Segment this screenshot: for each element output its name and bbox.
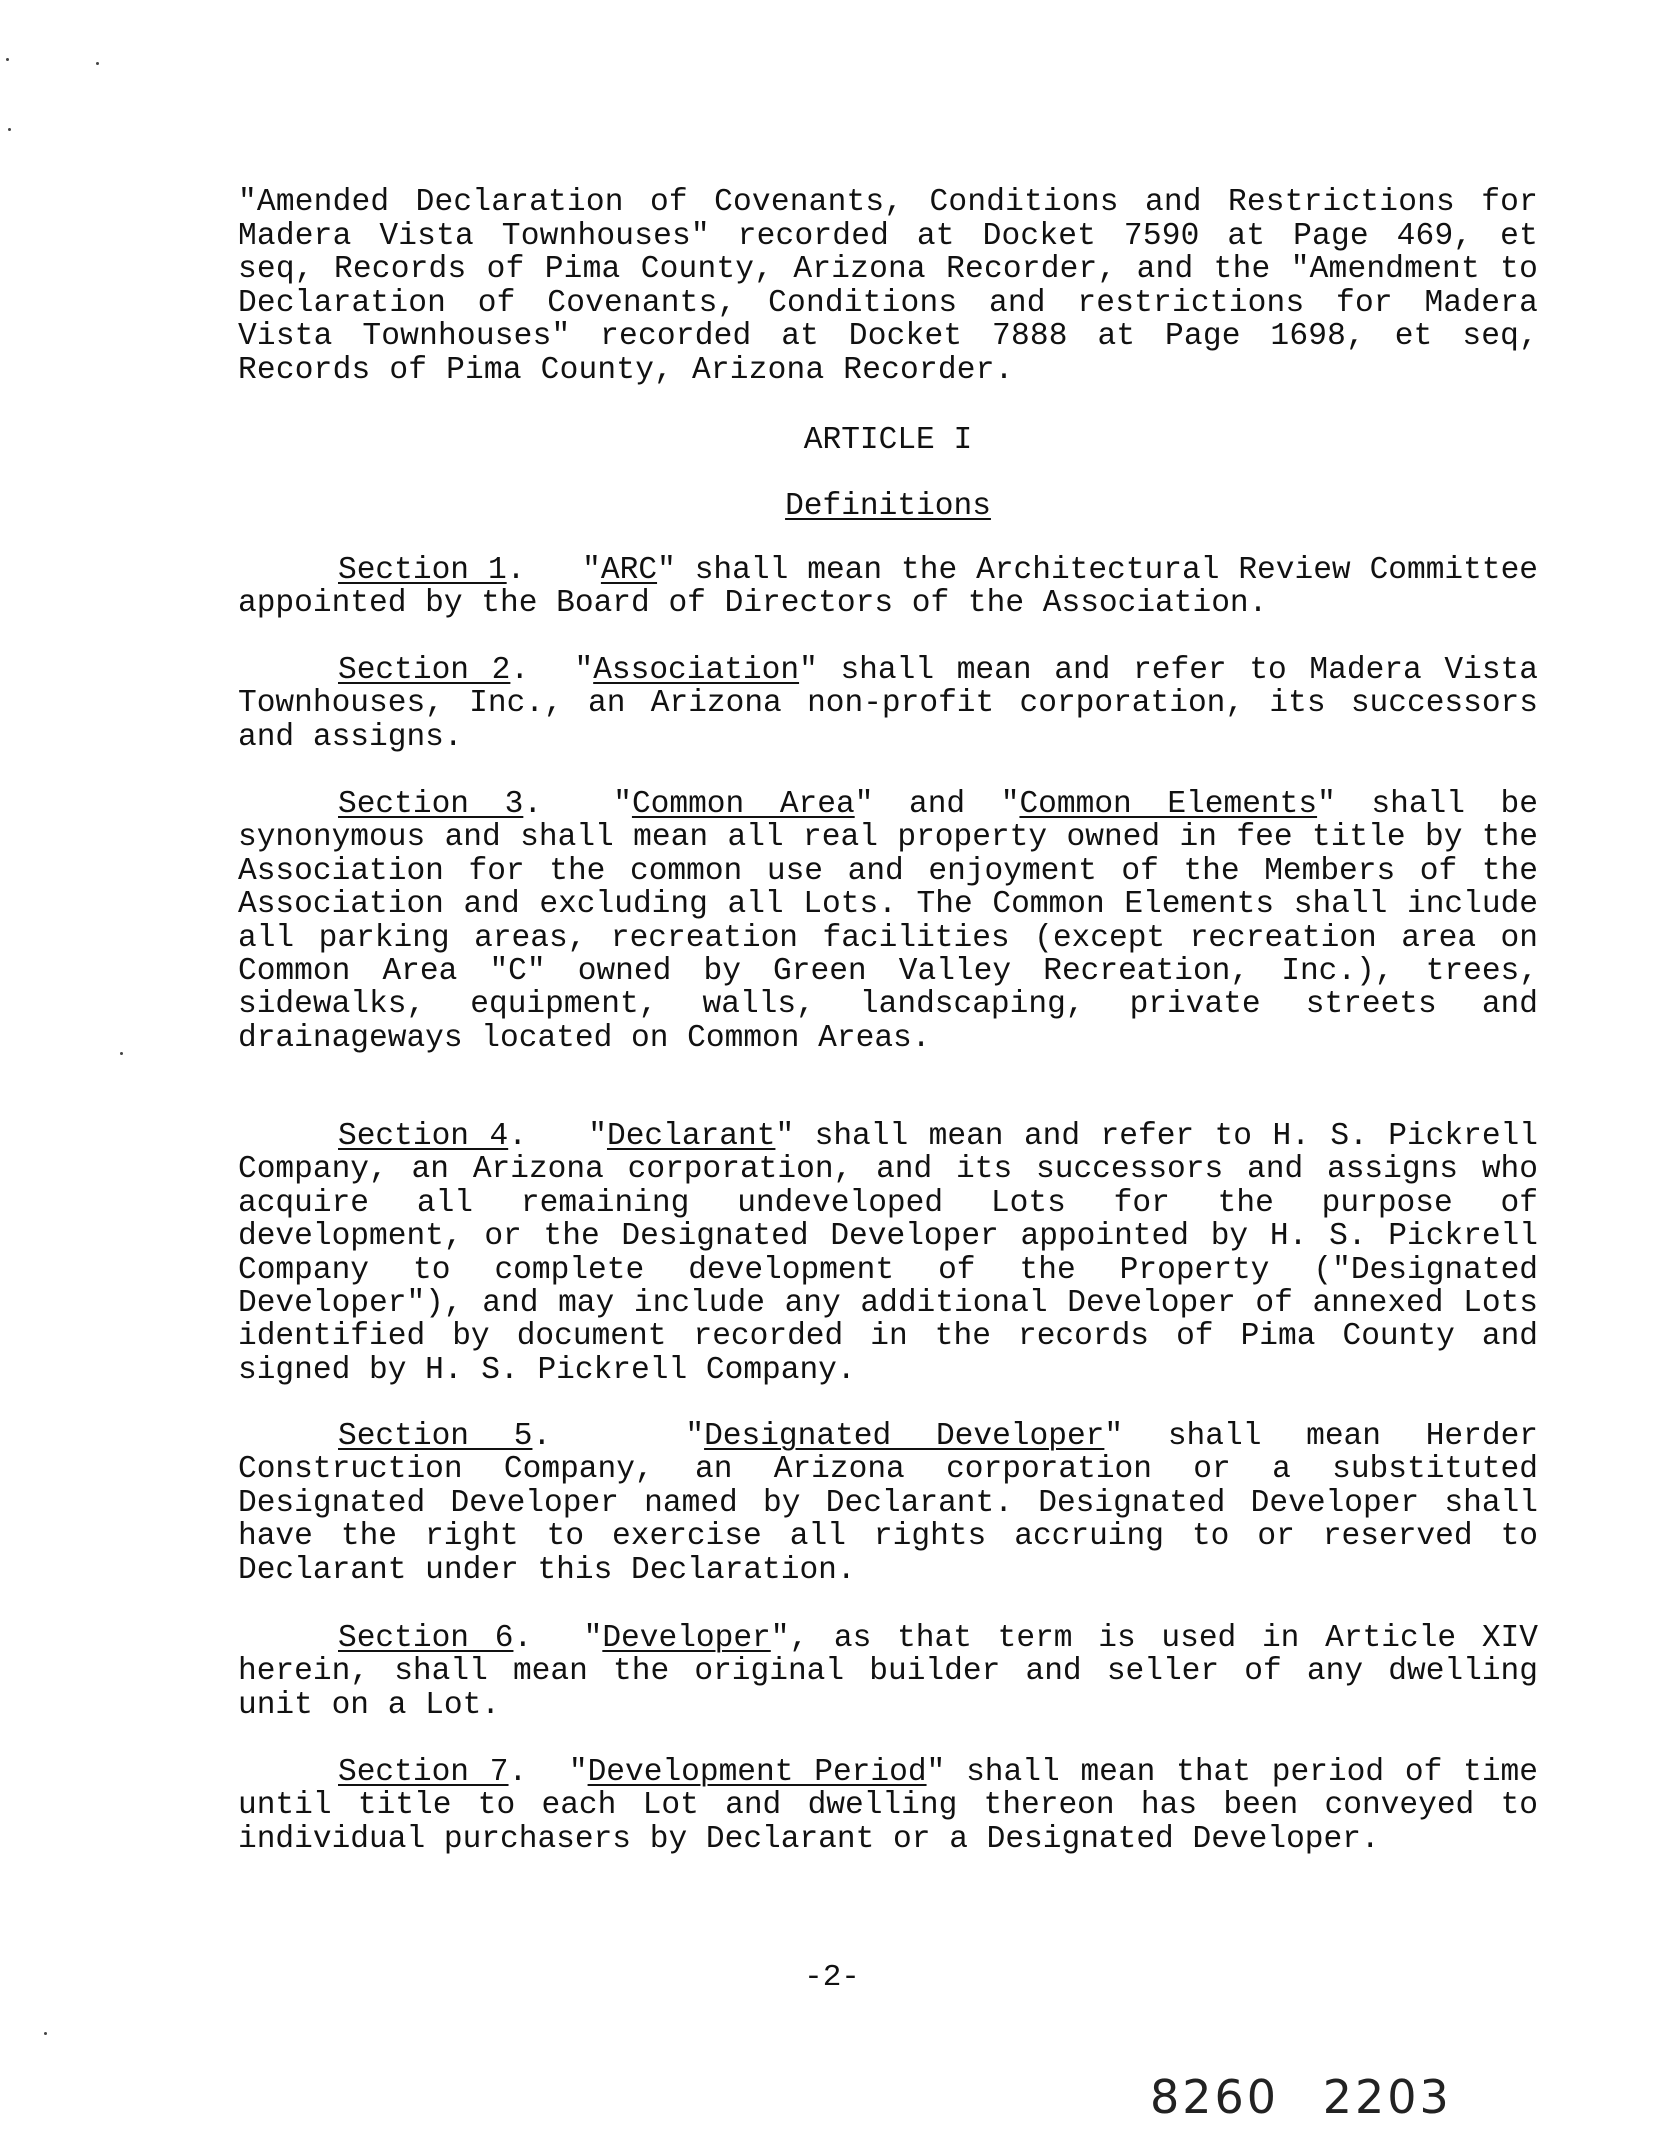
defined-term: Designated Developer xyxy=(704,1419,1105,1454)
section-6: Section 6. "Developer", as that term is used in Article XIV herein, shall mean the original builder and seller of any dwelling unit on a Lot. xyxy=(238,1621,1538,1723)
section-label: Section 6 xyxy=(338,1621,514,1656)
intro-paragraph: "Amended Declaration of Covenants, Conditions and Restrictions for Madera Vista Townhouses" recorded at Docket 7590 at Page 469, et seq, Records of Pima County, Arizona Recorder, and the "Amendment to Declaration of Covenants, Conditions and restrictions for Madera Vista Townhouses" recorded at Docket 7888 at Page 1698, et seq, Records of Pima County, Arizona Recorder. xyxy=(238,185,1538,388)
section-label: Section 4 xyxy=(338,1119,509,1154)
section-label: Section 5 xyxy=(338,1419,533,1454)
docket-number: 8260 xyxy=(1150,2070,1280,2124)
defined-term: Declarant xyxy=(606,1119,776,1154)
section-5: Section 5. "Designated Developer" shall mean Herder Construction Company, an Arizona corporation or a substituted Designated Developer named by Declarant. Designated Developer shall have the right to exercise all rights accruing to or reserved to Declarant under this Declaration. xyxy=(238,1419,1539,1588)
scan-speck xyxy=(8,128,11,131)
section-label: Section 2 xyxy=(338,653,511,688)
defined-term: ARC xyxy=(600,553,658,588)
recording-stamp xyxy=(1150,2070,1452,2124)
section-text: shall mean Herder Construction Company, an Arizona corporation or a substituted Designated Developer named by Declarant. Designated Developer shall have the right to exercise all rights accruing to or reserved to Declarant under this Declaration. xyxy=(238,1419,1539,1588)
defined-term: Developer xyxy=(602,1621,771,1656)
section-label: Section 7 xyxy=(338,1755,509,1790)
section-text: shall be synonymous and shall mean all real property owned in fee title by the Association for the common use and enjoyment of the Members of the Association and excluding all Lots. The Common Elements shall include all parking areas, recreation facilities (except recreation area on Common Area "C" owned by Green Valley Recreation, Inc.), trees, sidewalks, equipment, walls, landscaping, private streets and drainageways located on Common Areas. xyxy=(238,787,1538,1056)
section-4: Section 4. "Declarant" shall mean and refer to H. S. Pickrell Company, an Arizona corporation, and its successors and assigns who acquire all remaining undeveloped Lots for the purpose of development, or the Designated Developer appointed by H. S. Pickrell Company to complete development of the Property ("Designated Developer"), and may include any additional Developer of annexed Lots identified by document recorded in the records of Pima County and signed by H. S. Pickrell Company. xyxy=(238,1119,1538,1388)
section-text: shall mean and refer to Madera Vista Townhouses, Inc., an Arizona non-profit corporation, its successors and assigns. xyxy=(238,653,1538,755)
section-3: Section 3. "Common Area" and "Common Elements" shall be synonymous and shall mean all real property owned in fee title by the Association for the common use and enjoyment of the Members of the Association and excluding all Lots. The Common Elements shall include all parking areas, recreation facilities (except recreation area on Common Area "C" owned by Green Valley Recreation, Inc.), trees, sidewalks, equipment, walls, landscaping, private streets and drainageways located on Common Areas. xyxy=(238,787,1538,1056)
article-subheading xyxy=(238,490,1538,524)
term-connector: and xyxy=(909,787,966,822)
section-text: shall mean the Architectural Review Committee appointed by the Board of Directors of the Association. xyxy=(238,553,1539,622)
section-label: Section 3 xyxy=(338,787,524,822)
scan-speck xyxy=(120,1052,123,1055)
scan-speck xyxy=(96,62,99,65)
defined-term: Association xyxy=(593,653,800,688)
section-text: shall mean that period of time until title to each Lot and dwelling thereon has been conveyed to individual purchasers by Declarant or a Designated Developer. xyxy=(238,1755,1538,1857)
section-7: Section 7. "Development Period" shall mean that period of time until title to each Lot and dwelling thereon has been conveyed to individual purchasers by Declarant or a Designated Developer. xyxy=(238,1755,1538,1857)
article-heading: ARTICLE I xyxy=(803,423,973,458)
defined-term: Development Period xyxy=(587,1755,927,1790)
section-label: Section 1 xyxy=(338,553,507,588)
section-1: Section 1. "ARC" shall mean the Architectural Review Committee appointed by the Board of Directors of the Association. xyxy=(238,553,1539,622)
page-number: -2- xyxy=(804,1960,860,1995)
scan-speck xyxy=(6,58,9,61)
section-text: shall mean and refer to H. S. Pickrell Company, an Arizona corporation, and its successors and assigns who acquire all remaining undeveloped Lots for the purpose of development, or the Designated Developer appointed by H. S. Pickrell Company to complete development of the Property ("Designated Developer"), and may include any additional Developer of annexed Lots identified by document recorded in the records of Pima County and signed by H. S. Pickrell Company. xyxy=(238,1119,1538,1388)
section-text: , as that term is used in Article XIV herein, shall mean the original builder and seller of any dwelling unit on a Lot. xyxy=(238,1621,1538,1723)
section-2: Section 2. "Association" shall mean and refer to Madera Vista Townhouses, Inc., an Arizona non-profit corporation, its successors and assigns. xyxy=(238,653,1538,755)
defined-term-2: Common Elements xyxy=(1019,787,1318,822)
scan-speck xyxy=(44,2032,47,2035)
definitions-title: Definitions xyxy=(785,489,991,524)
defined-term: Common Area xyxy=(631,787,855,822)
docket-page: 2203 xyxy=(1322,2070,1452,2124)
